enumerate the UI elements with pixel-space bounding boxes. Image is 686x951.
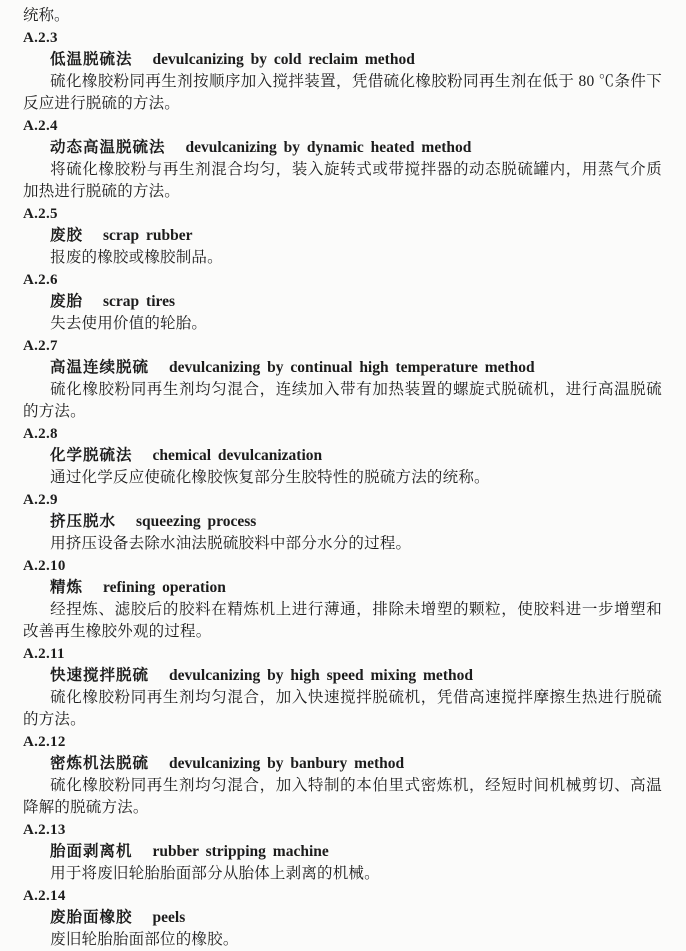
entry-number: A.2.10 <box>23 558 66 574</box>
terminology-entry <box>23 819 662 885</box>
term-chinese: 精炼 <box>50 579 84 596</box>
term-english: devulcanizing by continual high temperature method <box>169 359 535 376</box>
term-definition: 用挤压设备去除水油法脱硫胶料中部分水分的过程。 <box>50 535 412 552</box>
terminology-entry <box>23 203 662 269</box>
term-line <box>23 907 662 929</box>
term-english: chemical devulcanization <box>152 447 323 464</box>
entry-number: A.2.8 <box>23 426 58 442</box>
term-english: devulcanizing by cold reclaim method <box>152 51 415 68</box>
term-chinese: 快速搅拌脱硫 <box>50 667 150 684</box>
term-line <box>23 753 662 775</box>
term-definition: 废旧轮胎胎面部位的橡胶。 <box>50 931 239 948</box>
term-line <box>23 511 662 533</box>
terminology-entries <box>23 27 662 951</box>
term-definition: 用于将废旧轮胎胎面部分从胎体上剥离的机械。 <box>50 865 380 882</box>
term-english: devulcanizing by dynamic heated method <box>185 139 472 156</box>
entry-number: A.2.5 <box>23 206 58 222</box>
terminology-entry <box>23 27 662 115</box>
term-chinese: 密炼机法脱硫 <box>50 755 150 772</box>
terminology-entry <box>23 269 662 335</box>
term-line <box>23 137 662 159</box>
term-chinese: 废胎 <box>50 293 84 310</box>
term-definition: 硫化橡胶粉同再生剂均匀混合，连续加入带有加热装置的螺旋式脱硫机，进行高温脱硫的方法。 <box>23 381 662 420</box>
terminology-entry <box>23 335 662 423</box>
term-line <box>23 577 662 599</box>
term-definition: 通过化学反应使硫化橡胶恢复部分生胶特性的脱硫方法的统称。 <box>50 469 490 486</box>
entry-number: A.2.11 <box>23 646 65 662</box>
terminology-entry <box>23 731 662 819</box>
term-english: squeezing process <box>136 513 257 530</box>
term-english: devulcanizing by high speed mixing method <box>169 667 473 684</box>
entry-number: A.2.14 <box>23 888 66 904</box>
terminology-entry <box>23 423 662 489</box>
terminology-entry <box>23 643 662 731</box>
term-chinese: 胎面剥离机 <box>50 843 133 860</box>
terminology-entry <box>23 489 662 555</box>
term-definition: 失去使用价值的轮胎。 <box>50 315 208 332</box>
term-english: refining operation <box>103 579 226 596</box>
term-definition: 报废的橡胶或橡胶制品。 <box>50 249 223 266</box>
term-line <box>23 49 662 71</box>
term-line <box>23 357 662 379</box>
term-chinese: 低温脱硫法 <box>50 51 133 68</box>
leading-text: 统称。 <box>23 7 70 24</box>
term-chinese: 高温连续脱硫 <box>50 359 150 376</box>
term-definition: 硫化橡胶粉同再生剂均匀混合，加入快速搅拌脱硫机，凭借高速搅拌摩擦生热进行脱硫的方法。 <box>23 689 662 728</box>
term-definition: 硫化橡胶粉同再生剂按顺序加入搅拌装置，凭借硫化橡胶粉同再生剂在低于 80 ℃条件下反应进行脱硫的方法。 <box>23 73 662 112</box>
term-chinese: 动态高温脱硫法 <box>50 139 166 156</box>
entry-number: A.2.12 <box>23 734 66 750</box>
term-english: devulcanizing by banbury method <box>169 755 405 772</box>
term-definition: 经捏炼、滤胶后的胶料在精炼机上进行薄通，排除未增塑的颗粒，使胶料进一步增塑和改善再生橡胶外观的过程。 <box>23 601 662 640</box>
term-line <box>23 841 662 863</box>
entry-number: A.2.3 <box>23 30 58 46</box>
term-english: scrap rubber <box>103 227 193 244</box>
terminology-entry <box>23 555 662 643</box>
term-line <box>23 291 662 313</box>
term-definition: 硫化橡胶粉同再生剂均匀混合，加入特制的本伯里式密炼机，经短时间机械剪切、高温降解的脱硫方法。 <box>23 777 662 816</box>
term-line <box>23 445 662 467</box>
term-line <box>23 665 662 687</box>
term-english: peels <box>152 909 186 926</box>
term-chinese: 废胶 <box>50 227 84 244</box>
term-chinese: 挤压脱水 <box>50 513 117 530</box>
term-line <box>23 225 662 247</box>
entry-number: A.2.9 <box>23 492 58 508</box>
term-english: scrap tires <box>103 293 176 310</box>
entry-number: A.2.7 <box>23 338 58 354</box>
term-chinese: 废胎面橡胶 <box>50 909 133 926</box>
entry-number: A.2.6 <box>23 272 58 288</box>
terminology-entry <box>23 115 662 203</box>
term-definition: 将硫化橡胶粉与再生剂混合均匀，装入旋转式或带搅拌器的动态脱硫罐内，用蒸气介质加热进行脱硫的方法。 <box>23 161 662 200</box>
entry-number: A.2.4 <box>23 118 58 134</box>
term-chinese: 化学脱硫法 <box>50 447 133 464</box>
term-english: rubber stripping machine <box>152 843 329 860</box>
entry-number: A.2.13 <box>23 822 66 838</box>
terminology-entry <box>23 885 662 951</box>
